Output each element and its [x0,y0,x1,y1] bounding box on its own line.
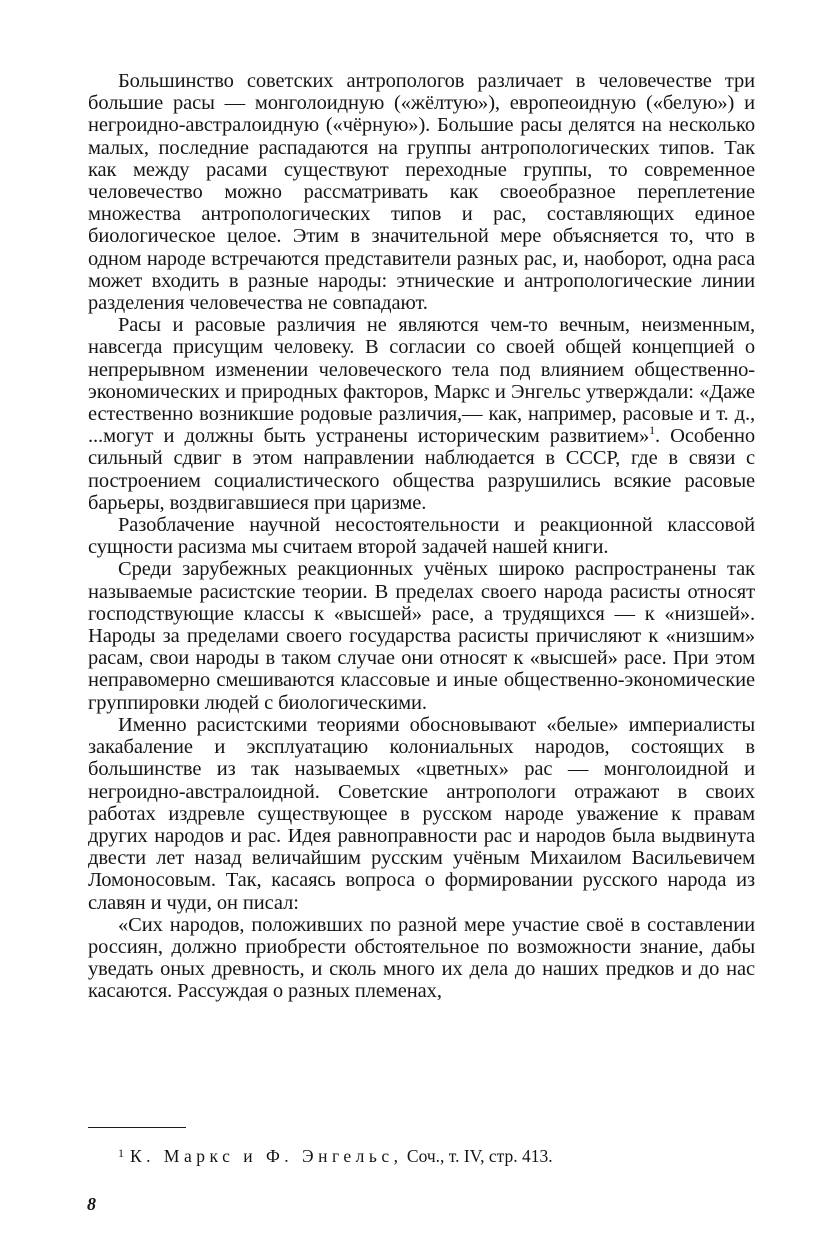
paragraph-racist-theories: Среди зарубежных реакционных учёных широко распространены так называемые расистские теории. В пределах своего народа расисты относят господствующие классы к «высшей» расе, а трудящихся — к «низшей». Народы за пределами своего государства расисты причисляют к «низшим» расам, свои народы в таком случае они относят к «высшей» расе. При этом неправомерно смешиваются классовые и иные общественно-экономические группировки людей с биологическими. [88,558,755,714]
text-body [88,70,755,1003]
page-number: 8 [87,1194,96,1214]
footnote-authors: К. Маркс и Ф. Энгельс, [130,1146,403,1166]
paragraph-races-not-eternal-text: Расы и расовые различия не являются чем-то вечным, неизменным, навсегда присущим человеку. В согласии со своей общей концепцией о непрерывном изменении человеческого тела под влиянием общественно-экономических и природных факторов, Маркс и Энгельс утверждали: «Даже естественно возникшие родовые различия,— как, например, расовые и т. д., ...могут и должны быть устранены историческим развитием» [88,314,755,448]
paragraph-races-not-eternal [88,314,755,514]
paragraph-lomonosov-quote: «Сих народов, положивших по разной мере участие своё в составлении россиян, должно приобрести обстоятельное по возможности знание, дабы уведать оных древность, и сколь много их дела до наших предков и до нас касаются. Рассуждая о разных племенах, [88,913,755,1003]
footnote-source: Соч., т. IV, стр. 413. [406,1146,553,1166]
footnote [118,1142,553,1167]
footnote-number: 1 [118,1146,124,1160]
footnote-reference[interactable]: 1 [649,423,656,438]
paragraph-book-task: Разоблачение научной несостоятельности и реакционной классовой сущности расизма мы считаем второй задачей нашей книги. [88,514,755,559]
paragraph-races-not-eternal-tail: . Особенно сильный сдвиг в этом направлении наблюдается в СССР, где в связи с построением социалистического общества разрушились всякие расовые барьеры, воздвигавшиеся при царизме. [88,425,755,514]
paragraph-imperialists: Именно расистскими теориями обосновывают «белые» империалисты закабаление и эксплуатацию колониальных народов, состоящих в большинстве из так называемых «цветных» рас — монголоидной и негроидно-австралоидной. Советские антропологи отражают в своих работах издревле существующее в русском народе уважение к правам других народов и рас. Идея равноправности рас и народов была выдвинута двести лет назад величайшим русским учёным Михаилом Васильевичем Ломоносовым. Так, касаясь вопроса о формировании русского народа из славян и чуди, он писал: [88,713,755,914]
paragraph-races-classification: Большинство советских антропологов различает в человечестве три большие расы — монголоидную («жёлтую»), европеоидную («белую») и негроидно-австралоидную («чёрную»). Большие расы делятся на несколько малых, последние распадаются на группы антропологических типов. Так как между расами существуют переходные группы, то современное человечество можно рассматривать как своеобразное переплетение множества антропологических типов и рас, составляющих единое биологическое целое. Этим в значительной мере объясняется то, что в одном народе встречаются представители разных рас, и, наоборот, одна раса может входить в разные народы: этнические и антропологические линии разделения человечества не совпадают. [88,70,755,315]
footnote-divider [88,1127,186,1128]
